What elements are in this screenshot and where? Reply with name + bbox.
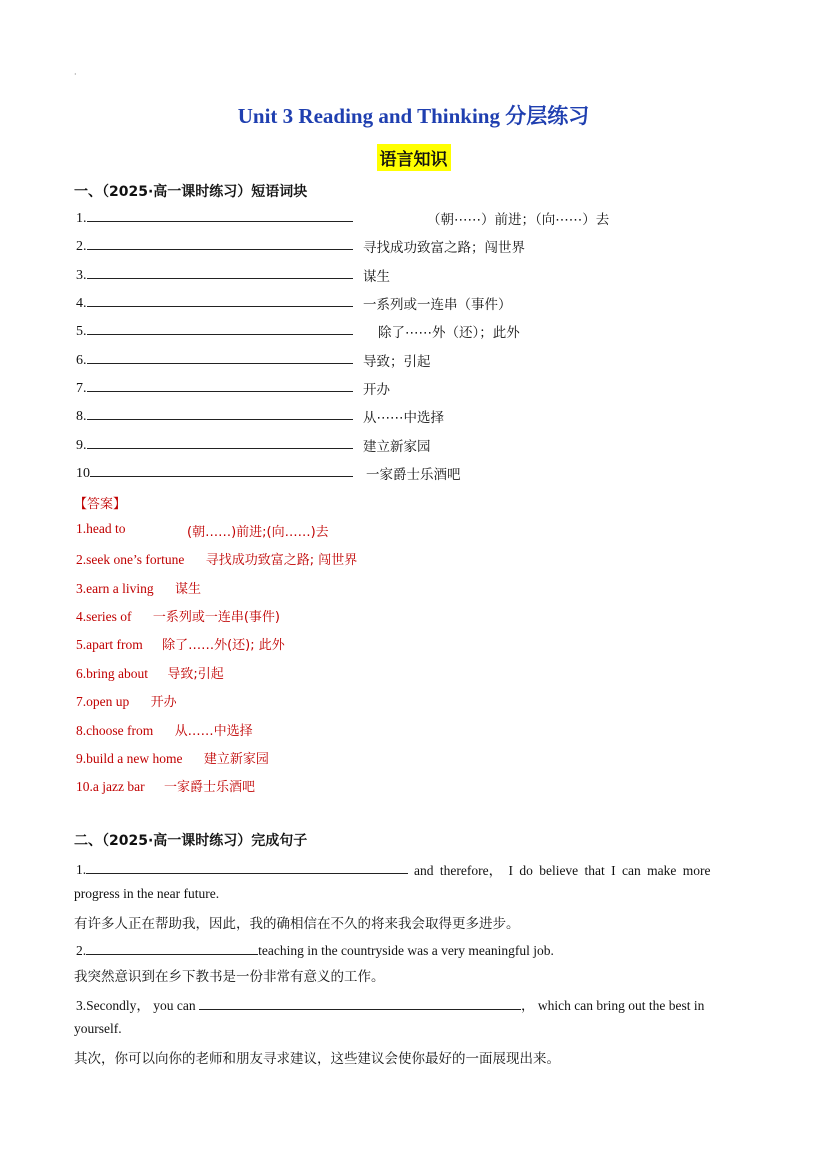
answer-english: 8.choose from [76,723,154,738]
subtitle-wrap [0,144,827,171]
answer-chinese: 一家爵士乐酒吧 [163,780,255,795]
phrase-meaning: 从⋯⋯中选择 [363,410,444,426]
sentence-q2 [76,940,554,959]
row-number: 6. [76,353,87,368]
answer-chinese-wrap [187,521,329,540]
row-number: 3. [76,268,87,283]
answer-english: 9.build a new home [76,751,183,766]
row-number: 9. [76,438,87,453]
answer-line [76,691,177,710]
phrase-row [76,292,353,312]
row-number: 5. [76,324,87,339]
answer-line [76,634,285,653]
answer-blank[interactable] [87,377,353,392]
answer-blank[interactable] [87,434,353,449]
answer-chinese: (朝……)前进;(向……)去 [187,525,329,540]
row-number: 2. [76,239,87,254]
answer-english: 5.apart from [76,637,143,652]
phrase-row [76,462,353,482]
answer-blank[interactable] [86,940,258,955]
q1-number: 1. [76,862,87,877]
answer-chinese: 谋生 [174,582,201,597]
q1-line2: progress in the near future. [74,886,220,901]
phrase-meaning: 谋生 [363,269,390,285]
subtitle: 语言知识 [377,144,451,171]
phrase-row [76,434,353,454]
answer-blank[interactable] [87,292,353,307]
phrase-row [76,320,353,340]
phrase-row [76,377,353,397]
answer-line [76,748,269,767]
q3-continuation: ， which can bring out the best in [520,998,705,1013]
answer-chinese: 导致;引起 [167,667,224,682]
answer-english: 1.head to [76,521,126,536]
answer-blank[interactable] [199,995,521,1010]
answer-chinese: 从……中选择 [174,724,253,739]
answer-chinese: 开办 [150,695,177,710]
answer-chinese: 建立新家园 [203,752,269,767]
row-number: 1. [76,211,87,226]
answer-chinese: 除了……外(还); 此外 [162,638,285,653]
answer-line [76,606,280,625]
q3-chinese: 其次，你可以向你的老师和朋友寻求建议，这些建议会使你最好的一面展现出来。 [74,1051,560,1067]
phrase-row [76,349,353,369]
phrase-row [76,405,353,425]
answer-line [76,578,201,597]
q2-chinese: 我突然意识到在乡下教书是一份非常有意义的工作。 [74,969,385,985]
answer-line [76,663,224,682]
answer-english: 3.earn a living [76,581,154,596]
answer-english: 10.a jazz bar [76,779,145,794]
header-mark: · [74,70,77,79]
phrase-row [76,207,353,227]
phrase-meaning: 一系列或一连串（事件） [363,297,512,313]
row-number: 7. [76,381,87,396]
answer-blank[interactable] [90,462,353,477]
answer-line [76,521,126,537]
phrase-meaning: 建立新家园 [363,439,431,455]
phrase-meaning: 导致；引起 [363,354,431,370]
answer-label: 【答案】 [74,497,127,512]
answer-english: 7.open up [76,694,130,709]
page-title: Unit 3 Reading and Thinking 分层练习 [237,104,590,128]
answer-english: 4.series of [76,609,132,624]
sentence-q3 [76,994,704,1014]
section1-heading: 一、（2025·高一课时练习）短语词块 [74,184,308,200]
phrase-meaning: 除了⋯⋯外（还）；此外 [378,325,520,341]
sentence-q1 [76,859,408,878]
answer-english: 2.seek one’s fortune [76,552,185,567]
row-number: 4. [76,296,87,311]
answer-chinese: 一系列或一连串(事件) [152,610,281,625]
phrase-meaning: 开办 [363,382,390,398]
answer-line [76,720,253,739]
answer-blank[interactable] [87,264,353,279]
q2-continuation: teaching in the countryside was a very meaningful job. [258,943,554,958]
answer-blank[interactable] [87,320,353,335]
phrase-row [76,264,353,284]
row-number: 8. [76,409,87,424]
phrase-row [76,235,353,255]
q3-line2: yourself. [74,1021,122,1036]
phrase-meaning: （朝⋯⋯）前进；（向⋯⋯）去 [427,212,610,228]
phrase-meaning: 寻找成功致富之路；闯世界 [363,240,525,256]
row-number: 10 [76,466,90,481]
answer-blank[interactable] [86,859,408,874]
q1-chinese: 有许多人正在帮助我，因此，我的确相信在不久的将来我会取得更多进步。 [74,916,520,932]
answer-blank[interactable] [87,405,353,420]
phrase-meaning: 一家爵士乐酒吧 [366,467,461,483]
answer-blank[interactable] [87,207,353,222]
answer-chinese: 寻找成功致富之路; 闯世界 [205,553,358,568]
answer-line [76,776,255,795]
answer-blank[interactable] [87,349,353,364]
q1-continuation: and therefore， I do believe that I can make more [414,863,711,878]
answer-blank[interactable] [87,235,353,250]
answer-english: 6.bring about [76,666,148,681]
answer-line [76,549,357,568]
section2-heading: 二、（2025·高一课时练习）完成句子 [74,833,308,849]
q3-lead: 3.Secondly， you can [76,998,196,1013]
q2-number: 2. [76,943,87,958]
